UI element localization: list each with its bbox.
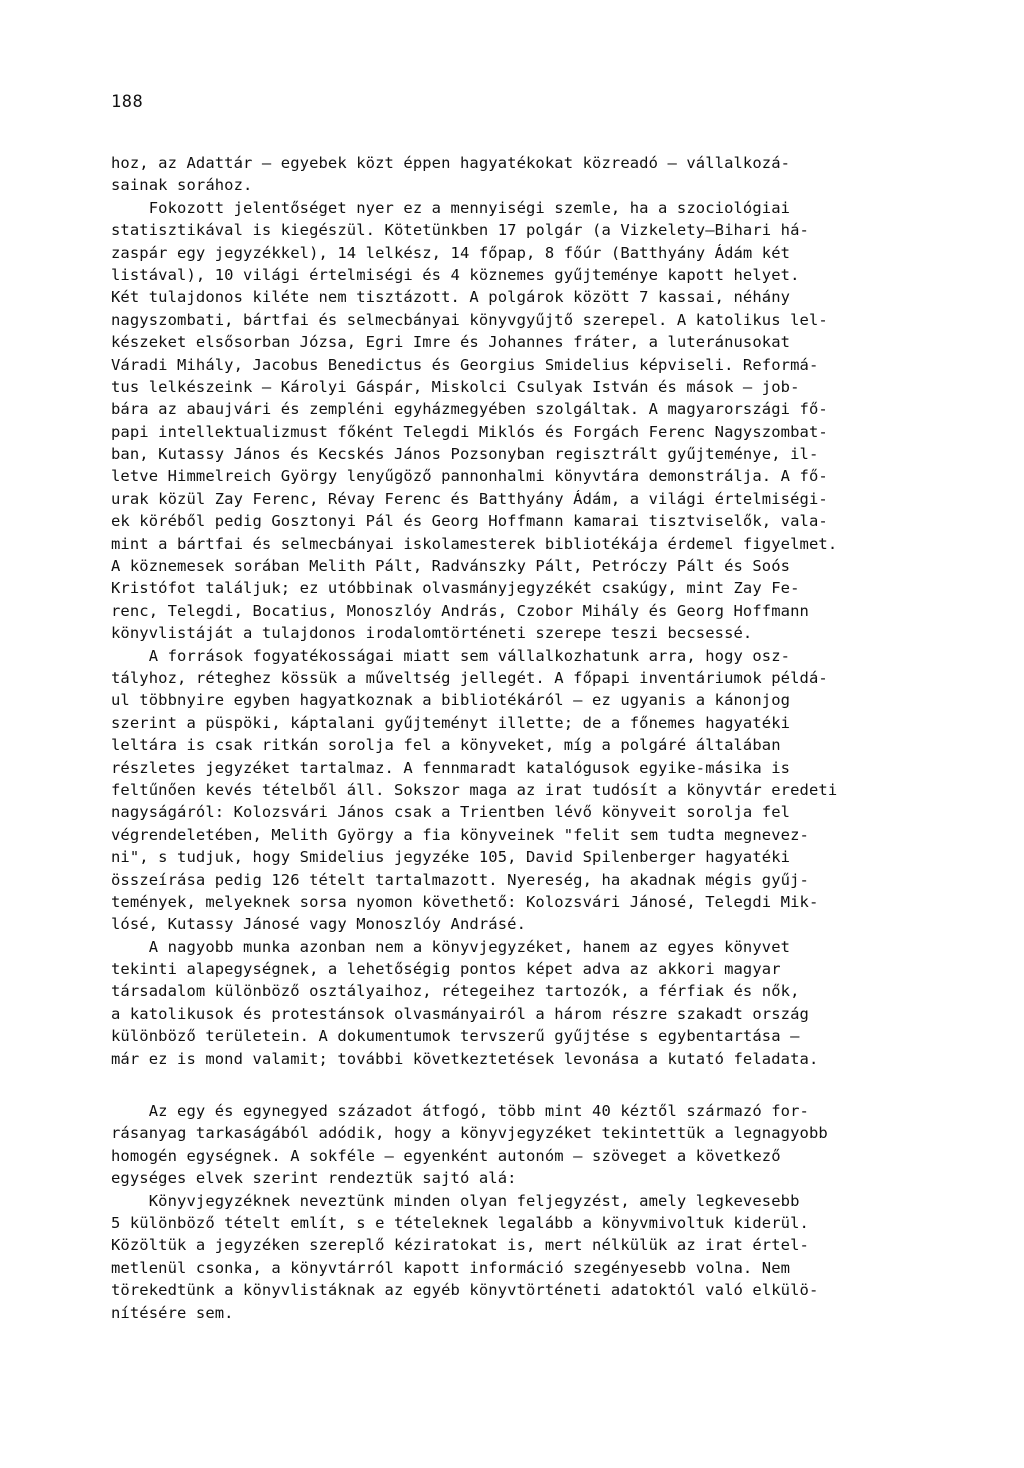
text-line: készeket elsősorban Józsa, Egri Imre és Johannes fráter, a luteránusokat	[111, 333, 791, 352]
text-line: társadalom különböző osztályaihoz, rétegeihez tartozók, a férfiak és nők,	[111, 982, 800, 1001]
text-line: temények, melyeknek sorsa nyomon követhető: Kolozsvári Jánosé, Telegdi Mik-	[111, 892, 819, 911]
text-line: Közöltük a jegyzéken szereplő kéziratokat is, mert nélkülük az irat értel-	[111, 1236, 809, 1255]
text-line: letve Himmelreich György lenyűgöző pannonhalmi könyvtára demonstrálja. A fő-	[111, 467, 828, 486]
text-line: homogén egységnek. A sokféle — egyenként autonóm — szöveget a következő	[111, 1146, 781, 1165]
paragraph	[111, 645, 981, 936]
paragraph	[111, 936, 981, 1070]
page-number: 188	[111, 92, 144, 112]
text-line: sainak sorához.	[111, 176, 253, 195]
text-line: különböző területein. A dokumentumok tervszerű gyűjtése s egybentartása —	[111, 1027, 800, 1046]
text-line: Az egy és egynegyed századot átfogó, több mint 40 kéztől származó for-	[111, 1102, 809, 1121]
text-line: A források fogyatékosságai miatt sem vállalkozhatunk arra, hogy osz-	[111, 646, 791, 665]
section-gap	[111, 1070, 981, 1100]
text-line: rásanyag tarkaságából adódik, hogy a könyvjegyzéket tekintettük a legnagyobb	[111, 1124, 828, 1143]
text-line: urak közül Zay Ferenc, Révay Ferenc és Batthyány Ádám, a világi értelmiségi-	[111, 489, 828, 508]
text-line: nítésére sem.	[111, 1303, 234, 1322]
text-line: tus lelkészeink — Károlyi Gáspár, Miskolci Csulyak István és mások — job-	[111, 377, 800, 396]
text-line: Váradi Mihály, Jacobus Benedictus és Georgius Smidelius képviseli. Reformá-	[111, 355, 819, 374]
text-line: lósé, Kutassy Jánosé vagy Monoszlóy Andrásé.	[111, 915, 526, 934]
text-line: könyvlistáját a tulajdonos irodalomtörténeti szerepe teszi becsessé.	[111, 624, 753, 643]
text-line: A köznemesek sorában Melith Pált, Radvánszky Pált, Petróczy Pált és Soós	[111, 557, 791, 576]
text-line: nagyságáról: Kolozsvári János csak a Trientben lévő könyveit sorolja fel	[111, 803, 791, 822]
text-line: ek köréből pedig Gosztonyi Pál és Georg Hoffmann kamarai tisztviselők, vala-	[111, 512, 828, 531]
text-line: A nagyobb munka azonban nem a könyvjegyzéket, hanem az egyes könyvet	[111, 937, 791, 956]
text-line: törekedtünk a könyvlistáknak az egyéb könyvtörténeti adatoktól való elkülö-	[111, 1281, 819, 1300]
text-line: listával), 10 világi értelmiségi és 4 köznemes gyűjteménye kapott helyet.	[111, 265, 800, 284]
text-line: papi intellektualizmust főként Telegdi Miklós és Forgách Ferenc Nagyszombat-	[111, 422, 828, 441]
text-line: ban, Kutassy János és Kecskés János Pozsonyban regisztrált gyűjteménye, il-	[111, 445, 819, 464]
paragraph	[111, 1190, 981, 1324]
text-line: Könyvjegyzéknek neveztünk minden olyan feljegyzést, amely legkevesebb	[111, 1191, 800, 1210]
text-line: már ez is mond valamit; további következtetések levonása a kutató feladata.	[111, 1049, 819, 1068]
body-text	[111, 152, 981, 1324]
paragraph	[111, 197, 981, 645]
text-line: szerint a püspöki, káptalani gyűjteményt illette; de a főnemes hagyatéki	[111, 713, 791, 732]
text-line: ni", s tudjuk, hogy Smidelius jegyzéke 105, David Spilenberger hagyatéki	[111, 848, 791, 867]
text-line: Két tulajdonos kiléte nem tisztázott. A polgárok között 7 kassai, néhány	[111, 288, 791, 307]
paragraph	[111, 152, 981, 197]
text-line: 5 különböző tételt említ, s e tételeknek legalább a könyvmivoltuk kiderül.	[111, 1213, 809, 1232]
text-line: egységes elvek szerint rendeztük sajtó alá:	[111, 1169, 517, 1188]
text-line: leltára is csak ritkán sorolja fel a könyveket, míg a polgáré általában	[111, 736, 781, 755]
text-line: hoz, az Adattár — egyebek közt éppen hagyatékokat közreadó — vállalkozá-	[111, 154, 791, 172]
text-line: zaspár egy jegyzékkel), 14 lelkész, 14 főpap, 8 főúr (Batthyány Ádám két	[111, 243, 791, 262]
text-line: összeírása pedig 126 tételt tartalmazott. Nyereség, ha akadnak mégis gyűj-	[111, 870, 809, 889]
text-line: tekinti alapegységnek, a lehetőségig pontos képet adva az akkori magyar	[111, 960, 781, 979]
text-line: bára az abaujvári és zempléni egyházmegyében szolgáltak. A magyarországi fő-	[111, 400, 828, 419]
text-section	[111, 152, 981, 1070]
text-line: Fokozott jelentőséget nyer ez a mennyiségi szemle, ha a szociológiai	[111, 198, 791, 217]
text-line: nagyszombati, bártfai és selmecbányai könyvgyűjtő szerepel. A katolikus lel-	[111, 310, 828, 329]
text-line: metlenül csonka, a könyvtárról kapott információ szegényesebb volna. Nem	[111, 1258, 791, 1277]
text-line: Kristófot találjuk; ez utóbbinak olvasmányjegyzékét csakúgy, mint Zay Fe-	[111, 579, 800, 598]
text-line: statisztikával is kiegészül. Kötetünkben 17 polgár (a Vizkelety—Bihari há-	[111, 221, 809, 240]
text-line: feltűnően kevés tételből áll. Sokszor maga az irat tudósít a könyvtár eredeti	[111, 780, 838, 799]
text-section	[111, 1100, 981, 1324]
paragraph	[111, 1100, 981, 1190]
text-line: végrendeletében, Melith György a fia könyveinek "felit sem tudta megnevez-	[111, 825, 809, 844]
text-line: renc, Telegdi, Bocatius, Monoszlóy András, Czobor Mihály és Georg Hoffmann	[111, 601, 809, 620]
text-line: a katolikusok és protestánsok olvasmányairól a három részre szakadt ország	[111, 1004, 809, 1023]
text-line: tályhoz, réteghez kössük a műveltség jellegét. A főpapi inventáriumok példá-	[111, 668, 828, 687]
text-line: mint a bártfai és selmecbányai iskolamesterek bibliotékája érdemel figyelmet.	[111, 534, 838, 553]
text-line: ul többnyire egyben hagyatkoznak a bibliotékáról — ez ugyanis a kánonjog	[111, 691, 791, 710]
text-line: részletes jegyzéket tartalmaz. A fennmaradt katalógusok egyike-másika is	[111, 758, 791, 777]
